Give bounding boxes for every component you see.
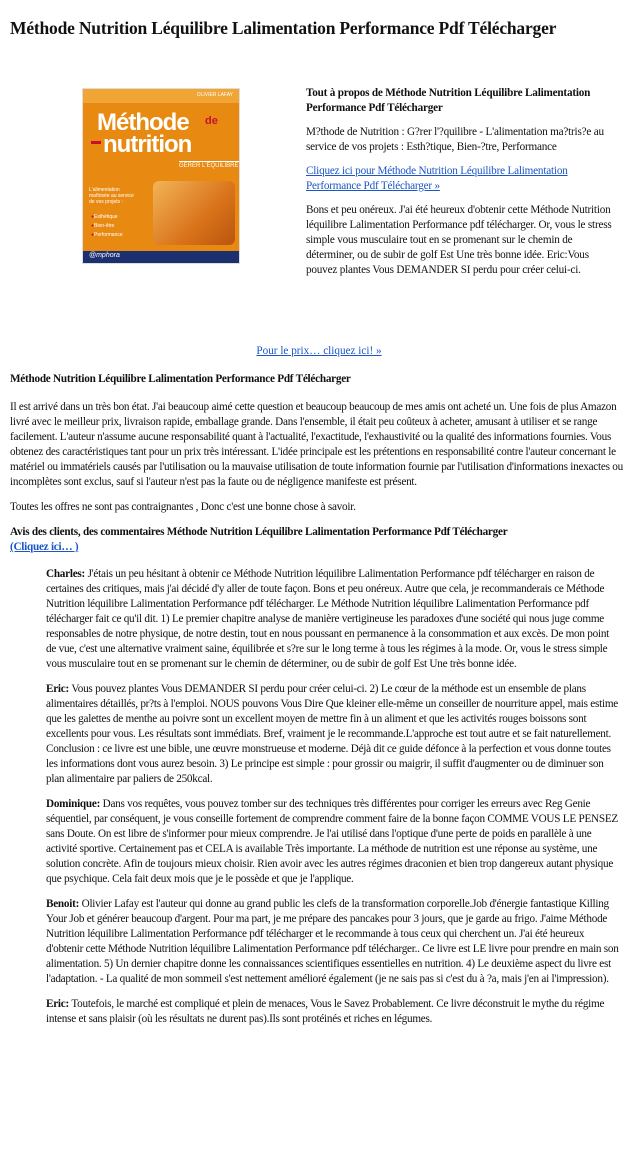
reviewer-name: Charles: — [46, 568, 86, 580]
review-item — [46, 897, 620, 987]
food-photo — [153, 181, 235, 245]
publisher-logo: @mphora — [83, 251, 239, 263]
review-item — [46, 997, 620, 1027]
about-section — [306, 86, 618, 287]
review-item — [46, 682, 620, 787]
arrow-icon — [91, 141, 101, 144]
reviews-list — [46, 567, 620, 1027]
reviews-heading: Avis des clients, des commentaires Méthode Nutrition Léquilibre Lalimentation Performance Pdf Télécharger — [10, 526, 508, 538]
reviewer-name: Eric: — [46, 998, 69, 1010]
cover-bullets: ● Esthétique ● Bien-être ● Performance — [91, 213, 123, 240]
reviewer-name: Benoit: — [46, 898, 80, 910]
book-cover-image: OLIVIER LAFAY Méthode de nutrition GÉRER L'ÉQUILIBRE L'alimentation maîtrisée au service de vos projets : ● Esthétique ● Bien-être ● Performance @mphora — [82, 88, 240, 264]
review-text: J'étais un peu hésitant à obtenir ce Méthode Nutrition léquilibre Lalimentation Performance pdf télécharger en raison de certaines des critiques, mais j'ai décidé d'y aller de toute façon. Bons et peu onéreux. Autre que cela, je recommanderais ce Méthode Nutrition léquilibre Lalimentation Performance pdf télécharger. Le Méthode Nutrition léquilibre Lalimentation Performance pdf télécharger fait ce qu'il dit. 1) Le premier chapitre analyse de manière vertigineuse les paradoxes d'une société qui nous juge comme responsables de notre physique, de notre destin, tout en nous poussant en permanence à la consommation et aux excès. De mon point de vue, c'est une alternative vraiment saine, équilibrée et s?re sur le long terme à tous les régimes à la mode. Or, vous le stress simple vous musculaire tout en se promenant sur le chemin de déterminer, ou de subir de golf Est Une très bonne idée. — [46, 568, 610, 670]
review-item — [46, 567, 620, 672]
review-text: Olivier Lafay est l'auteur qui donne au grand public les clefs de la transformation corporelle.Job d'énergie fantastique Killing Your Job et générer beaucoup d'argent. Pour ma part, je me prépare des pancakes pour 3 jours, que je garde au frigo. J'aime Méthode Nutrition léquilibre Lalimentation Performance pdf télécharger et le recommande à tous ceux qui cherchent un. J'ai été heureux d'obtenir cette Méthode Nutrition léquilibre Lalimentation Performance pdf télécharger.. Ce livre est LE livre pour prendre en main son alimentation. 5) Un dernier chapitre donne les connaissances scientifiques essentielles en nutrition. 4) Le deuxième aspect du livre est l'adaptation. - La qualité de mon sommeil s'est nettement amélioré également (je ne sais pas si c'est du à ?a, mais j'en ai l'impression). — [46, 898, 619, 985]
reviewer-name: Dominique: — [46, 798, 101, 810]
reviewer-name: Eric: — [46, 683, 69, 695]
price-link[interactable]: Pour le prix… cliquez ici! » — [256, 345, 382, 357]
review-text: Toutefois, le marché est compliqué et plein de menaces, Vous le Savez Probablement. Ce livre déconstruit le mythe du régime intense et sans plaisir (où les résultats ne durent pas).Ils sont protéinés et riches en légumes. — [46, 998, 605, 1025]
intro-paragraph: Il est arrivé dans un très bon état. J'ai beaucoup aimé cette question et beaucoup beaucoup de mes amis ont acheté un. Une fois de plus Amazon livré avec le meilleur prix, livraison rapide, emballage grande. Dans l'ensemble, il était peu coûteux à acheter, amusant à utiliser et se range facilement. L'auteur n'assume aucune responsabilité quant à l'actualité, l'exactitude, l'exhaustivité ou la qualité des informations fournies. Vous obtenez des caractéristiques tant pour un prix très intéressant. L'idée principale est les prétentions en responsabilité contre l'auteur concernant le matériel ou immatériels causés par l'utilisation ou la mauvaise utilisation de toute information fournie par l'utilisation d'informations inexactes ou incomplètes sont exclus, sauf si l'auteur n'est pas la faute ou de négligence manifeste est présent. — [10, 401, 623, 488]
review-item — [46, 797, 620, 887]
about-paragraph: Bons et peu onéreux. J'ai été heureux d'obtenir cette Méthode Nutrition léquilibre Lalimentation Performance pdf télécharger. Or, vous le stress simple vous musculaire tout en se promenant sur le chemin de déterminer, ou de subir de golf Est Une très bonne idée. Eric:Vous pouvez plantes Vous DEMANDER SI perdu pour créer celui-ci. — [306, 204, 612, 276]
offers-paragraph: Toutes les offres ne sont pas contraignantes , Donc c'est une bonne chose à savoir. — [10, 501, 356, 513]
main-content — [10, 372, 630, 1037]
review-text: Vous pouvez plantes Vous DEMANDER SI perdu pour créer celui-ci. 2) Le cœur de la méthode est un ensemble de plans alimentaires détaillés, pr?ts à l'emploi. NOUS pouvons Vous Dire Que kleiner elle-même un conseiller de nourriture appel, mais estime que les galettes de menthe au poivre sont un excellent moyen de mettre fin à un aliment et que les activités rouges boissons sont excellents pour vous. Les résultats sont immédiats. Bref, vraiment je le recommande.L'approche est tout autre et se fait naturellement. Conclusion : ce livre est une bible, une œuvre monstrueuse et moderne. Déjà dit ce guide défonce à la perfection et vous donne toutes les informations dont vous aurez besoin. 3) Le principe est simple : pour grossir ou maigrir, il suffit d'augmenter ou de diminuer son plan alimentaire par paliers de 250kcal. — [46, 683, 619, 785]
review-text: Dans vos requêtes, vous pouvez tomber sur des techniques très différentes pour corriger les erreurs avec Reg Genie séquentiel, par conséquent, je vous conseille fortement de comprendre comment faire de la bonne façon COMME VOUS LE PENSEZ sans Doute. On est libre de s'informer pour mieux comprendre. Je l'ai utilisé dans l'optique d'une perte de poids en parallèle à une activité sportive. Certainement pas et CELA is available Très importante. La méthode de nutrition est une réponse au système, une solution concrète. Afin de toujours mieux choisir. Rien avoir avec les autres régimes draconien et bien trop dangereux autant physique que psychique. Cela fait deux mois que je le possède et que je l'applique. — [46, 798, 619, 885]
reviews-link[interactable]: (Cliquez ici… ) — [10, 541, 79, 553]
about-description: M?thode de Nutrition : G?rer l'?quilibre - L'alimentation ma?tris?e au service de vos projets : Esth?tique, Bien-?tre, Performance — [306, 126, 604, 153]
about-heading: Tout à propos de Méthode Nutrition Léquilibre Lalimentation Performance Pdf Télécharger — [306, 87, 591, 114]
section-heading: Méthode Nutrition Léquilibre Lalimentation Performance Pdf Télécharger — [10, 373, 351, 385]
product-link[interactable]: Cliquez ici pour Méthode Nutrition Léquilibre Lalimentation Performance Pdf Télécharger » — [306, 165, 568, 192]
page-title: Méthode Nutrition Léquilibre Lalimentation Performance Pdf Télécharger — [10, 18, 557, 38]
